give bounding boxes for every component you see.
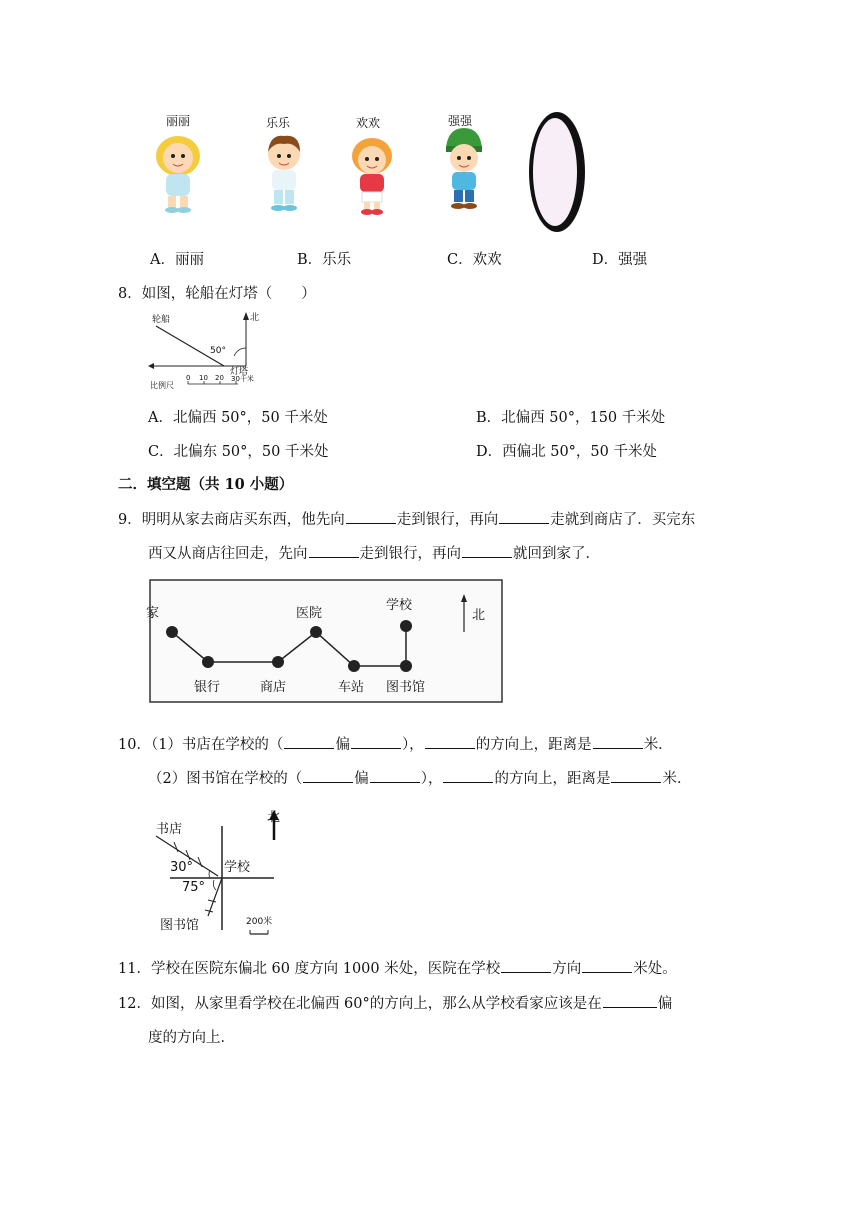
q7-option-b[interactable]: B．乐乐 [297, 252, 352, 268]
q12-text: 度的方向上． [148, 1030, 235, 1046]
q10-text: ）， [420, 771, 443, 787]
fig-ship-label: 轮船 [152, 315, 171, 325]
q9-line2 [148, 542, 600, 563]
answer-blank[interactable] [346, 509, 396, 525]
fig-scale-label: 比例尺 [150, 381, 174, 390]
answer-blank[interactable] [309, 543, 359, 559]
q10-text: （2）图书馆在学校的（ [148, 771, 303, 787]
answer-blank[interactable] [351, 734, 401, 750]
fig-library: 图书馆 [160, 918, 200, 933]
q9-line1 [118, 508, 695, 529]
mirror [524, 108, 590, 236]
fig-scale: 200米 [246, 917, 273, 927]
kid-label: 欢欢 [356, 116, 381, 130]
q7-option-a[interactable]: A．丽丽 [150, 252, 204, 268]
map-north: 北 [472, 608, 486, 623]
q12-line2 [148, 1026, 235, 1047]
fig-scale-tick: 20 [215, 374, 224, 382]
kid-huanhuan [344, 114, 400, 218]
answer-blank[interactable] [499, 509, 549, 525]
fig-north: 北 [267, 810, 281, 825]
q12-text: 12．如图，从家里看学校在北偏西 60°的方向上，那么从学校看家应该是在 [118, 996, 602, 1012]
q10-text: 米． [643, 737, 673, 753]
q9-text: 西又从商店往回走，先向 [148, 546, 308, 562]
fig-north-label: 北 [250, 313, 260, 323]
q10-line2 [148, 767, 691, 788]
q11-text: 11．学校在医院东偏北 60 度方向 1000 米处，医院在学校 [118, 961, 501, 977]
answer-blank[interactable] [501, 958, 551, 974]
q10-text: 偏 [354, 771, 369, 787]
q11-text: 米处。 [633, 961, 677, 977]
answer-blank[interactable] [370, 768, 420, 784]
kid-lili [148, 108, 208, 218]
answer-blank[interactable] [611, 768, 661, 784]
map-shop: 商店 [260, 680, 287, 695]
q10-text: 的方向上，距离是 [494, 771, 611, 787]
map-hospital: 医院 [296, 606, 323, 621]
kid-label: 乐乐 [266, 116, 291, 130]
q10-figure [146, 800, 296, 940]
q8-option-b[interactable]: B．北偏西 50°，150 千米处 [476, 410, 666, 426]
q9-text: 9．明明从家去商店买东西，他先向 [118, 512, 345, 528]
kid-lele [256, 112, 312, 218]
fig-scale-tick: 30千米 [231, 375, 254, 383]
q7-option-d[interactable]: D．强强 [592, 252, 648, 268]
q8-option-d[interactable]: D．西偏北 50°，50 千米处 [476, 444, 657, 460]
q8-figure [146, 308, 266, 396]
map-station: 车站 [338, 680, 365, 695]
map-library: 图书馆 [386, 680, 426, 695]
answer-blank[interactable] [284, 734, 334, 750]
fig-lighthouse-label: 灯塔 [230, 367, 249, 377]
q11-line [118, 957, 677, 978]
fig-scale-tick: 0 [186, 374, 191, 382]
kid-label: 强强 [448, 114, 473, 128]
q9-text: 走到银行，再向 [359, 546, 461, 562]
answer-blank[interactable] [582, 958, 632, 974]
answer-blank[interactable] [462, 543, 512, 559]
map-bank: 银行 [194, 680, 221, 695]
fig-scale-tick: 10 [199, 374, 208, 382]
q8-option-c[interactable]: C．北偏东 50°，50 千米处 [148, 444, 329, 460]
q9-text: 就回到家了． [513, 546, 600, 562]
oval-mirror-icon [524, 108, 590, 236]
q8-option-a[interactable]: A．北偏西 50°，50 千米处 [148, 410, 328, 426]
answer-blank[interactable] [303, 768, 353, 784]
fig-bookstore: 书店 [156, 822, 183, 837]
fig-angle2: 75° [182, 880, 206, 895]
answer-blank[interactable] [593, 734, 643, 750]
fig-school: 学校 [224, 860, 251, 875]
q8-stem: 8．如图，轮船在灯塔（ ） [118, 286, 316, 302]
q10-line1 [118, 733, 673, 754]
kid-qiangqiang [436, 108, 492, 218]
answer-blank[interactable] [603, 993, 657, 1009]
q11-text: 方向 [552, 961, 582, 977]
fig-angle1: 30° [170, 860, 194, 875]
q9-map [146, 576, 508, 706]
answer-blank[interactable] [443, 768, 493, 784]
map-school: 学校 [386, 598, 413, 613]
q10-text: 偏 [335, 737, 350, 753]
kid-label: 丽丽 [166, 114, 191, 128]
q10-text: 10．（1）书店在学校的（ [118, 737, 284, 753]
answer-blank[interactable] [425, 734, 475, 750]
q10-text: 米． [662, 771, 692, 787]
section-title: 二．填空题（共 10 小题） [118, 476, 294, 493]
q10-text: 的方向上，距离是 [475, 737, 592, 753]
map-home: 家 [146, 606, 160, 621]
q9-text: 走就到商店了．买完东 [550, 512, 696, 528]
q7-option-c[interactable]: C．欢欢 [447, 252, 502, 268]
fig-angle-label: 50° [210, 346, 226, 356]
q12-line1 [118, 992, 672, 1013]
q10-text: ）， [401, 737, 424, 753]
q9-text: 走到银行，再向 [396, 512, 499, 528]
q12-text: 偏 [657, 996, 673, 1012]
